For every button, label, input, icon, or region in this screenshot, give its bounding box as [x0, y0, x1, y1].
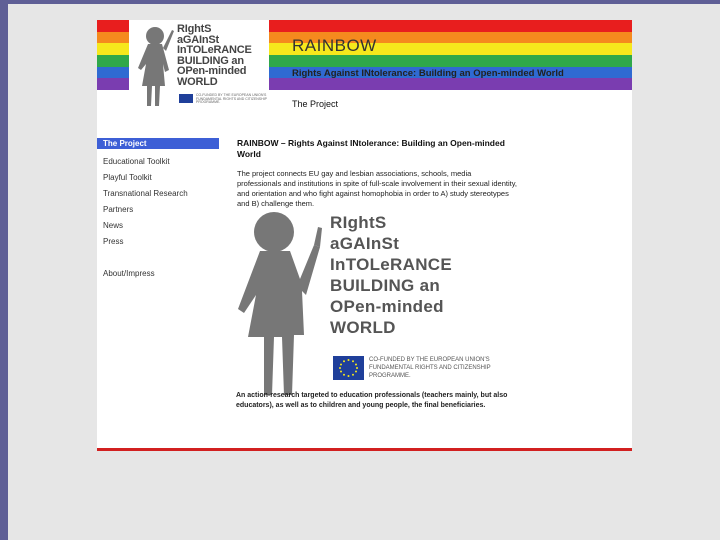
- logo-line: BUILDING an: [177, 54, 244, 67]
- hero-line: WORLD: [330, 318, 396, 337]
- closing-paragraph: An action-research targeted to education professionals (teachers mainly, but also educators), as well as to children and young people, the final beneficiaries.: [236, 392, 508, 409]
- child-silhouette-icon: [135, 24, 175, 108]
- hero-wordmark: [330, 212, 452, 338]
- nav-item-the-project[interactable]: The Project: [97, 138, 219, 149]
- main-content: [237, 138, 517, 209]
- hero-line: RIghtS: [330, 213, 387, 232]
- logo-wordmark: [177, 24, 252, 87]
- logo-line: aGAInSt: [177, 33, 219, 46]
- hero-line: aGAInSt: [330, 234, 400, 253]
- site-title: RAINBOW: [292, 36, 377, 55]
- hero-line: BUILDING an: [330, 276, 441, 295]
- site-logo[interactable]: [129, 20, 269, 108]
- nav-item-educational-toolkit[interactable]: Educational Toolkit: [103, 157, 170, 166]
- nav-item-press[interactable]: Press: [103, 237, 124, 246]
- site-subtitle: Rights Against INtolerance: Building an Open-minded World: [292, 68, 564, 79]
- hero-line: OPen-minded: [330, 297, 444, 316]
- logo-line: RIghtS: [177, 23, 212, 35]
- logo-line: InTOLeRANCE: [177, 44, 252, 56]
- nav-item-partners[interactable]: Partners: [103, 205, 134, 214]
- nav-item-transnational-research[interactable]: Transnational Research: [103, 189, 188, 198]
- eu-flag-icon: [179, 94, 193, 103]
- logo-line: WORLD: [177, 75, 218, 88]
- logo-eu-caption: CO-FUNDED BY THE EUROPEAN UNION'S FUNDAMENTAL RIGHTS AND CITIZENSHIP PROGRAMME.: [196, 93, 267, 105]
- hero-line: InTOLeRANCE: [330, 255, 452, 274]
- content-body: The project connects EU gay and lesbian associations, schools, media professionals and institutions in spite of full-scale involvement in their sexual identity, and orientation and who fight against homophobia in order to A) study stereotypes and B) challenge them.: [237, 169, 518, 208]
- hero-eu-caption: CO-FUNDED BY THE EUROPEAN UNION'S FUNDAMENTAL RIGHTS AND CITIZENSHIP PROGRAMME.: [369, 357, 491, 379]
- child-pointing-silhouette-icon: [234, 205, 329, 400]
- page-bottom-border: [97, 448, 632, 451]
- breadcrumb: The Project: [292, 99, 339, 109]
- nav-item-playful-toolkit[interactable]: Playful Toolkit: [103, 173, 152, 182]
- sidebar-nav: [97, 138, 219, 282]
- left-border: [0, 0, 8, 540]
- nav-item-news[interactable]: News: [103, 221, 124, 230]
- eu-flag-icon: [333, 356, 364, 380]
- web-page: [97, 20, 632, 451]
- nav-item-about-impress[interactable]: About/Impress: [103, 269, 155, 278]
- top-border: [0, 0, 720, 4]
- content-title: RAINBOW – Rights Against INtolerance: Building an Open-minded World: [237, 138, 505, 159]
- logo-line: OPen-minded: [177, 65, 247, 77]
